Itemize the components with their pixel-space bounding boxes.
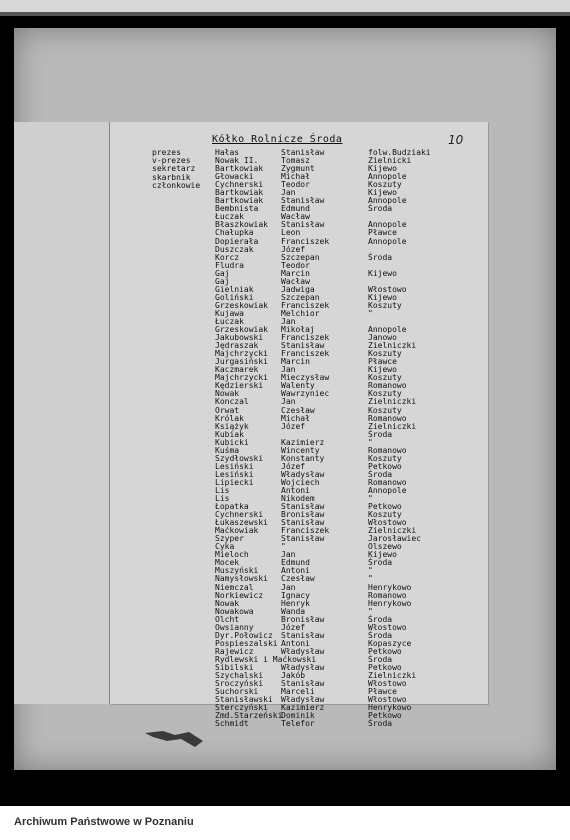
member-place: Koszuty	[368, 373, 402, 383]
member-place: Koszuty	[368, 349, 402, 359]
member-surname: Kujawa	[215, 308, 244, 318]
member-first-name: Franciszek	[281, 300, 330, 310]
left-page	[14, 122, 111, 704]
member-first-name: Tomasz	[281, 156, 310, 166]
member-surname: Rydlewski i Maćkowski	[215, 654, 317, 664]
member-surname: Lis	[215, 485, 230, 495]
member-surname: Muszyński	[215, 566, 259, 576]
member-first-name: Antoni	[281, 485, 310, 495]
member-surname: Łuczak	[215, 316, 244, 326]
member-surname: Sterczyński	[215, 703, 268, 713]
member-place: Środa	[368, 252, 393, 262]
member-surname: Kuśma	[215, 445, 240, 455]
member-place: "	[368, 566, 373, 576]
member-surname: Cychnerski	[215, 510, 264, 520]
member-surname: Kubiak	[215, 429, 244, 439]
member-place: Olszewo	[368, 542, 402, 552]
member-surname: Sroczyński	[215, 679, 264, 689]
member-place: Kijewo	[368, 292, 397, 302]
member-place: Annopole	[368, 236, 407, 246]
page-number: 10	[448, 133, 464, 147]
member-surname: Lesiński	[215, 461, 254, 471]
member-first-name: Franciszek	[281, 526, 330, 536]
member-first-name: Marcin	[281, 357, 310, 367]
member-first-name: Czesław	[281, 574, 315, 584]
member-place: Środa	[368, 654, 393, 664]
member-surname: Szychalski	[215, 671, 264, 681]
member-first-name: Stanisław	[281, 679, 325, 689]
member-place: Janowo	[368, 333, 397, 343]
top-strip	[0, 0, 570, 12]
member-surname: Gaj	[215, 276, 230, 286]
member-surname: Bartkowiak	[215, 188, 264, 198]
member-place: Kopaszyce	[368, 638, 412, 648]
member-place: Jarosławiec	[368, 534, 421, 544]
member-surname: Dyr.Połowicz	[215, 630, 273, 640]
member-first-name: Władysław	[281, 646, 325, 656]
role-label: członkowie	[152, 180, 201, 190]
member-place: Petkowo	[368, 502, 402, 512]
member-surname: Nowak	[215, 598, 240, 608]
member-surname: Rajewicz	[215, 646, 254, 656]
member-first-name: Walenty	[281, 381, 315, 391]
member-place: Włostowo	[368, 622, 407, 632]
member-first-name: Jadwiga	[281, 284, 315, 294]
member-first-name: Marceli	[281, 687, 315, 697]
member-place: Henrykowo	[368, 582, 412, 592]
member-first-name: Kazimierz	[281, 703, 325, 713]
member-place: "	[368, 308, 373, 318]
member-first-name: Edmund	[281, 204, 310, 214]
member-place: Henrykowo	[368, 598, 412, 608]
member-place: Petkowo	[368, 461, 402, 471]
top-strip-shadow	[0, 12, 570, 16]
member-place: Petkowo	[368, 711, 402, 721]
member-place: Zielniczki	[368, 671, 417, 681]
member-place: Annopole	[368, 196, 407, 206]
member-surname: Łukaszewski	[215, 518, 268, 528]
member-surname: Konczal	[215, 397, 249, 407]
role-label: sekretarz	[152, 164, 196, 174]
member-surname: Gaj	[215, 268, 230, 278]
member-surname: Namysłowski	[215, 574, 268, 584]
member-surname: Cychnerski	[215, 180, 264, 190]
member-first-name: Edmund	[281, 558, 310, 568]
member-place: Kijewo	[368, 550, 397, 560]
member-place: Środa	[368, 719, 393, 729]
footer-bar	[0, 806, 570, 840]
member-place: Kijewo	[368, 365, 397, 375]
member-place: Romanowo	[368, 590, 407, 600]
member-place: Zielniczki	[368, 341, 417, 351]
member-surname: Kędzierski	[215, 381, 264, 391]
member-surname: Norkiewicz	[215, 590, 264, 600]
member-first-name: Ignacy	[281, 590, 310, 600]
member-first-name: Mikołaj	[281, 325, 315, 335]
member-surname: Fludra	[215, 260, 244, 270]
member-surname: Owsianny	[215, 622, 254, 632]
member-first-name: Wacław	[281, 276, 310, 286]
member-surname: Bartkowiak	[215, 196, 264, 206]
role-label: v-prezes	[152, 156, 191, 166]
member-surname: Szydłowski	[215, 453, 264, 463]
member-surname: Kaczmarek	[215, 365, 259, 375]
member-surname: Gielniak	[215, 284, 254, 294]
member-place: Romanowo	[368, 477, 407, 487]
member-first-name: Stanisław	[281, 148, 325, 157]
member-place: "	[368, 494, 373, 504]
member-place: Romanowo	[368, 413, 407, 423]
member-place: Pławce	[368, 228, 397, 238]
member-place: Włostowo	[368, 284, 407, 294]
member-surname: Szyper	[215, 534, 244, 544]
member-place: Włostowo	[368, 695, 407, 705]
member-place: Annopole	[368, 172, 407, 182]
member-first-name: Wanda	[281, 606, 306, 616]
member-surname: Dopierała	[215, 236, 259, 246]
member-first-name: Franciszek	[281, 236, 330, 246]
member-first-name: Jan	[281, 397, 296, 407]
member-first-name: Stanisław	[281, 534, 325, 544]
member-surname: Bembnista	[215, 204, 259, 214]
member-first-name: Władysław	[281, 695, 325, 705]
member-surname: Maćkowiak	[215, 526, 259, 536]
member-surname: Pospieszalski	[215, 638, 278, 648]
member-place: Środa	[368, 204, 393, 214]
member-place: "	[368, 606, 373, 616]
member-first-name: Stanisław	[281, 502, 325, 512]
member-place: Koszuty	[368, 389, 402, 399]
member-place: Środa	[368, 630, 393, 640]
member-place: Annopole	[368, 325, 407, 335]
member-first-name: Henryk	[281, 598, 310, 608]
member-surname: Łuczak	[215, 212, 244, 222]
member-surname: Jurgasiński	[215, 357, 268, 367]
member-first-name: Michał	[281, 172, 310, 182]
member-surname: Duszczak	[215, 244, 254, 254]
member-first-name: Władysław	[281, 663, 325, 672]
member-first-name: Jan	[281, 365, 296, 375]
member-place: Kijewo	[368, 164, 397, 174]
member-surname: Goliński	[215, 292, 254, 302]
role-label: skarbnik	[152, 172, 191, 182]
member-place: Henrykowo	[368, 703, 412, 713]
member-surname: Majchrzycki	[215, 349, 268, 359]
member-surname: Książyk	[215, 421, 249, 431]
member-place: Koszuty	[368, 453, 402, 463]
member-place: Petkowo	[368, 646, 402, 656]
member-place: folw.Budziaki	[368, 148, 431, 157]
member-surname: Cyka	[215, 542, 235, 552]
member-first-name: Józef	[281, 461, 306, 471]
member-surname: Bartkowiak	[215, 164, 264, 174]
member-first-name: Szczepan	[281, 292, 320, 302]
place-column	[368, 149, 431, 728]
member-place: Koszuty	[368, 510, 402, 520]
member-first-name: Jakób	[281, 671, 306, 681]
member-surname: Stanisławski	[215, 695, 273, 705]
member-surname: Lis	[215, 494, 230, 504]
member-first-name: Antoni	[281, 566, 310, 576]
member-place: "	[368, 574, 373, 584]
member-place: Pławce	[368, 357, 397, 367]
member-surname: Głowacki	[215, 172, 254, 182]
film-damage-mark	[145, 727, 205, 749]
member-first-name: Józef	[281, 622, 306, 632]
member-place: Zielniczki	[368, 421, 417, 431]
member-surname: Grzeskowiak	[215, 300, 268, 310]
member-surname: Majchrzycki	[215, 373, 268, 383]
member-surname: Hałas	[215, 148, 240, 157]
member-first-name: Bronisław	[281, 614, 325, 624]
member-first-name: Jan	[281, 550, 296, 560]
member-first-name: Stanisław	[281, 341, 325, 351]
member-first-name: Stanisław	[281, 630, 325, 640]
member-first-name: Nikodem	[281, 494, 315, 504]
member-first-name: Józef	[281, 244, 306, 254]
member-first-name: Teodor	[281, 180, 310, 190]
member-surname: Niemczal	[215, 582, 254, 592]
first-name-column	[281, 149, 329, 728]
member-first-name: Melchior	[281, 308, 320, 318]
member-first-name: Leon	[281, 228, 301, 238]
member-place: Zielnicki	[368, 156, 412, 166]
member-first-name: Wincenty	[281, 445, 320, 455]
member-first-name: Franciszek	[281, 333, 330, 343]
member-surname: Jakubowski	[215, 333, 264, 343]
member-surname: Sibilski	[215, 663, 254, 672]
member-first-name: Stanisław	[281, 196, 325, 206]
member-first-name: Stanisław	[281, 518, 325, 528]
member-first-name: "	[281, 542, 286, 552]
member-surname: Zmd.Starzeński	[215, 711, 283, 721]
member-surname: Grzeskowiak	[215, 325, 268, 335]
member-first-name: Antoni	[281, 638, 310, 648]
member-surname: Orwat	[215, 405, 240, 415]
member-first-name: Marcin	[281, 268, 310, 278]
member-place: Włostowo	[368, 518, 407, 528]
member-surname: Kubicki	[215, 437, 249, 447]
member-first-name: Franciszek	[281, 349, 330, 359]
member-first-name: Józef	[281, 421, 306, 431]
member-surname: Błaszkowiak	[215, 220, 268, 230]
member-first-name: Mieczysław	[281, 373, 330, 383]
member-place: Środa	[368, 469, 393, 479]
member-surname: Łopatka	[215, 502, 249, 512]
roles-column	[152, 149, 200, 190]
member-surname: Korcz	[215, 252, 240, 262]
member-first-name: Jan	[281, 188, 296, 198]
member-first-name: Bronisław	[281, 510, 325, 520]
member-surname: Schmidt	[215, 719, 249, 729]
member-first-name: Wacław	[281, 212, 310, 222]
member-first-name: Wawrzyniec	[281, 389, 330, 399]
member-place: Kijewo	[368, 188, 397, 198]
role-label: prezes	[152, 148, 181, 157]
member-surname: Królak	[215, 413, 244, 423]
member-place: Romanowo	[368, 381, 407, 391]
member-first-name: Dominik	[281, 711, 315, 721]
member-place: Annopole	[368, 220, 407, 230]
member-surname: Lesiński	[215, 469, 254, 479]
member-place: Koszuty	[368, 405, 402, 415]
member-first-name: Stanisław	[281, 220, 325, 230]
member-first-name: Jan	[281, 582, 296, 592]
member-surname: Chałupka	[215, 228, 254, 238]
member-first-name: Telefor	[281, 719, 315, 729]
member-place: Środa	[368, 558, 393, 568]
member-place: Włostowo	[368, 679, 407, 689]
member-place: Koszuty	[368, 300, 402, 310]
member-first-name: Jan	[281, 316, 296, 326]
member-first-name: Konstanty	[281, 453, 325, 463]
member-surname: Nowak	[215, 389, 240, 399]
member-place: Pławce	[368, 687, 397, 697]
member-first-name: Szczepan	[281, 252, 320, 262]
member-first-name: Zygmunt	[281, 164, 315, 174]
member-place: Romanowo	[368, 445, 407, 455]
member-place: Petkowo	[368, 663, 402, 672]
member-surname: Mieloch	[215, 550, 249, 560]
member-first-name: Michał	[281, 413, 310, 423]
member-place: "	[368, 437, 373, 447]
archive-credit: Archiwum Państwowe w Poznaniu	[14, 816, 194, 828]
member-surname: Suchorski	[215, 687, 259, 697]
member-place: Kijewo	[368, 268, 397, 278]
member-surname: Jędraszak	[215, 341, 259, 351]
member-place: Zielniczki	[368, 397, 417, 407]
member-surname: Nowakowa	[215, 606, 254, 616]
member-surname: Olcht	[215, 614, 240, 624]
member-surname: Mocek	[215, 558, 240, 568]
document-title: Kółko Rolnicze Środa	[212, 134, 343, 145]
member-place: Koszuty	[368, 180, 402, 190]
member-first-name: Teodor	[281, 260, 310, 270]
member-place: Zielniczki	[368, 526, 417, 536]
member-first-name: Wojciech	[281, 477, 320, 487]
member-first-name: Kazimierz	[281, 437, 325, 447]
member-place: Środa	[368, 614, 393, 624]
member-place: Środa	[368, 429, 393, 439]
member-first-name: Czesław	[281, 405, 315, 415]
member-surname: Nowak II.	[215, 156, 259, 166]
member-first-name: Władysław	[281, 469, 325, 479]
member-place: Annopole	[368, 485, 407, 495]
member-surname: Lipiecki	[215, 477, 254, 487]
